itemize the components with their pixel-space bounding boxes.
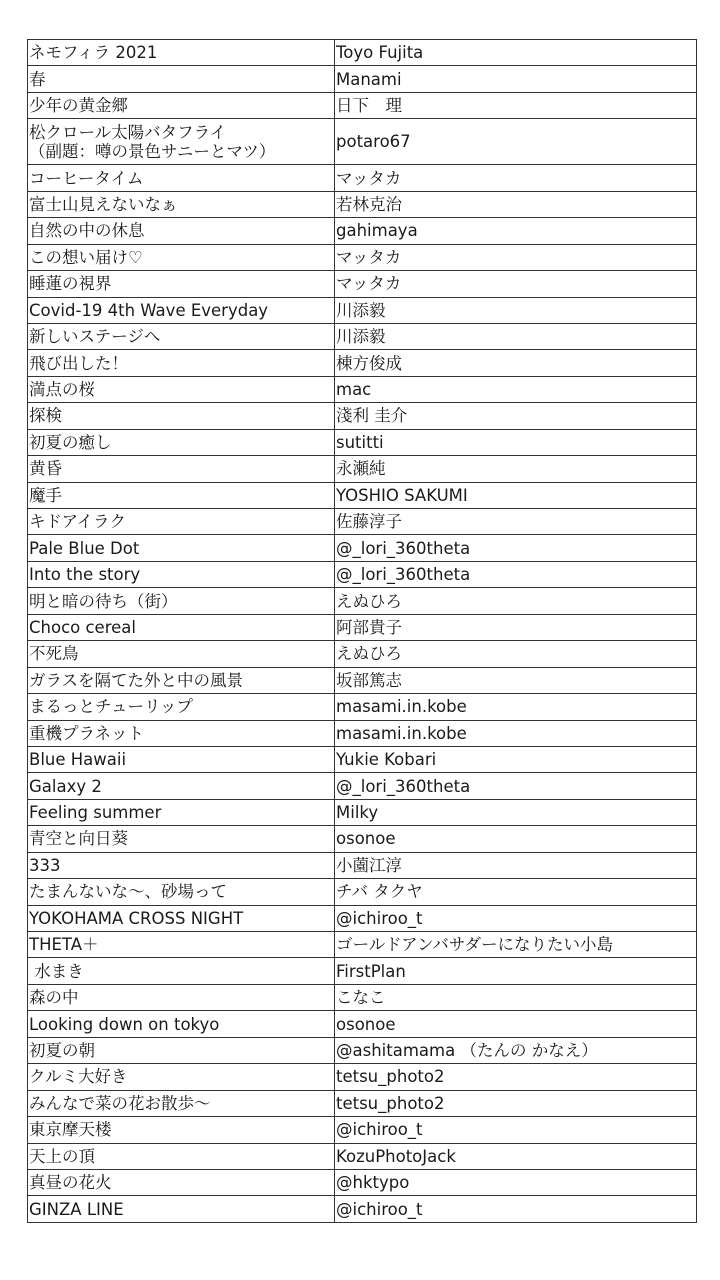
table-row [28, 668, 697, 694]
author-cell: @ichiroo_t [335, 1196, 697, 1221]
work-title-cell: 満点の桜 [28, 377, 335, 402]
work-title-cell: 自然の中の休息 [28, 218, 335, 243]
work-title-cell: THETA＋ [28, 932, 335, 957]
work-title-cell: 重機プラネット [28, 721, 335, 746]
work-title-cell: 青空と向日葵 [28, 826, 335, 851]
work-title-cell: Pale Blue Dot [28, 535, 335, 560]
work-title-cell: クルミ大好き [28, 1064, 335, 1089]
work-title-cell: 新しいステージへ [28, 324, 335, 349]
author-cell: 阿部貴子 [335, 615, 697, 640]
work-title-cell: 真昼の花火 [28, 1170, 335, 1195]
work-title-cell: GINZA LINE [28, 1196, 335, 1221]
table-row [28, 324, 697, 350]
table-row [28, 588, 697, 614]
work-title-cell: 森の中 [28, 985, 335, 1010]
table-row [28, 350, 697, 376]
table-row [28, 119, 697, 165]
table-row [28, 1196, 697, 1222]
table-row [28, 1011, 697, 1037]
author-cell: えぬひろ [335, 588, 697, 613]
table-row [28, 694, 697, 720]
work-title-cell: ガラスを隔てた外と中の風景 [28, 668, 335, 693]
table-row [28, 562, 697, 588]
author-cell: マッタカ [335, 271, 697, 296]
work-title-cell: 富士山見えないなぁ [28, 192, 335, 217]
author-cell: YOSHIO SAKUMI [335, 483, 697, 508]
author-cell: FirstPlan [335, 958, 697, 983]
author-cell: 佐藤淳子 [335, 509, 697, 534]
author-cell: tetsu_photo2 [335, 1091, 697, 1116]
work-title-cell: 333 [28, 853, 335, 878]
author-cell: potaro67 [335, 119, 697, 164]
work-title-cell: この想い届け♡ [28, 245, 335, 270]
work-title-cell: たまんないな～、砂場って [28, 879, 335, 904]
table-row [28, 1170, 697, 1196]
author-cell: こなこ [335, 985, 697, 1010]
author-cell: @ichiroo_t [335, 1117, 697, 1142]
table-row [28, 1144, 697, 1170]
table-row [28, 377, 697, 403]
work-title-cell: まるっとチューリップ [28, 694, 335, 719]
work-title-cell: Feeling summer [28, 800, 335, 825]
work-title-cell: みんなで菜の花お散歩～ [28, 1091, 335, 1116]
work-title-cell: 探検 [28, 403, 335, 428]
author-cell: masami.in.kobe [335, 721, 697, 746]
table-row [28, 535, 697, 561]
table-row [28, 906, 697, 932]
table-row [28, 456, 697, 482]
author-cell: Milky [335, 800, 697, 825]
table-row [28, 641, 697, 667]
table-row [28, 509, 697, 535]
author-cell: @_lori_360theta [335, 773, 697, 798]
table-row [28, 192, 697, 218]
table-row [28, 93, 697, 119]
author-cell: 日下 理 [335, 93, 697, 118]
author-cell: sutitti [335, 430, 697, 455]
table-row [28, 40, 697, 66]
table-row [28, 958, 697, 984]
table-row [28, 245, 697, 271]
work-title-cell: Choco cereal [28, 615, 335, 640]
work-title-cell: キドアイラク [28, 509, 335, 534]
submission-table [27, 39, 697, 1223]
author-cell: tetsu_photo2 [335, 1064, 697, 1089]
work-title-cell: 魔手 [28, 483, 335, 508]
author-cell: 川添毅 [335, 324, 697, 349]
table-row [28, 1091, 697, 1117]
work-title-cell: 東京摩天楼 [28, 1117, 335, 1142]
work-title-cell: ネモフィラ 2021 [28, 40, 335, 65]
table-row [28, 773, 697, 799]
work-title-cell: 不死鳥 [28, 641, 335, 666]
author-cell: Toyo Fujita [335, 40, 697, 65]
work-title-cell: 水まき [28, 958, 335, 983]
table-row [28, 271, 697, 297]
author-cell: 坂部篤志 [335, 668, 697, 693]
author-cell: チバ タクヤ [335, 879, 697, 904]
work-title-cell: 飛び出した！ [28, 350, 335, 375]
table-row [28, 483, 697, 509]
table-row [28, 721, 697, 747]
work-title-cell: 初夏の癒し [28, 430, 335, 455]
work-title-cell: 少年の黄金郷 [28, 93, 335, 118]
work-title-cell: コーヒータイム [28, 165, 335, 190]
table-row [28, 218, 697, 244]
author-cell: 若林克治 [335, 192, 697, 217]
table-row [28, 747, 697, 773]
author-cell: @_lori_360theta [335, 562, 697, 587]
work-title-cell: Covid-19 4th Wave Everyday [28, 298, 335, 323]
work-title-cell: 明と暗の待ち（街） [28, 588, 335, 613]
table-row [28, 430, 697, 456]
author-cell: masami.in.kobe [335, 694, 697, 719]
author-cell: osonoe [335, 826, 697, 851]
author-cell: 小薗江淳 [335, 853, 697, 878]
table-row [28, 165, 697, 191]
work-title-cell: YOKOHAMA CROSS NIGHT [28, 906, 335, 931]
table-row [28, 826, 697, 852]
author-cell: @hktypo [335, 1170, 697, 1195]
table-row [28, 66, 697, 92]
author-cell: Manami [335, 66, 697, 91]
work-title-cell: 黄昏 [28, 456, 335, 481]
author-cell: マッタカ [335, 165, 697, 190]
author-cell: @_lori_360theta [335, 535, 697, 560]
author-cell: ゴールドアンバサダーになりたい小島 [335, 932, 697, 957]
table-row [28, 1064, 697, 1090]
table-row [28, 615, 697, 641]
work-title-cell: 松クロール太陽バタフライ （副題：噂の景色サニーとマツ） [28, 119, 335, 164]
table-row [28, 800, 697, 826]
author-cell: 棟方俊成 [335, 350, 697, 375]
author-cell: 川添毅 [335, 298, 697, 323]
work-title-cell: Into the story [28, 562, 335, 587]
table-row [28, 879, 697, 905]
work-title-cell: 睡蓮の視界 [28, 271, 335, 296]
author-cell: mac [335, 377, 697, 402]
table-row [28, 1038, 697, 1064]
work-title-cell: 天上の頂 [28, 1144, 335, 1169]
author-cell: 永瀬純 [335, 456, 697, 481]
author-cell: osonoe [335, 1011, 697, 1036]
author-cell: @ichiroo_t [335, 906, 697, 931]
author-cell: 淺利 圭介 [335, 403, 697, 428]
author-cell: マッタカ [335, 245, 697, 270]
table-row [28, 1117, 697, 1143]
work-title-cell: Galaxy 2 [28, 773, 335, 798]
table-row [28, 932, 697, 958]
table-row [28, 298, 697, 324]
work-title-cell: 春 [28, 66, 335, 91]
table-row [28, 985, 697, 1011]
work-title-cell: Blue Hawaii [28, 747, 335, 772]
author-cell: gahimaya [335, 218, 697, 243]
author-cell: Yukie Kobari [335, 747, 697, 772]
author-cell: KozuPhotoJack [335, 1144, 697, 1169]
table-row [28, 853, 697, 879]
author-cell: えぬひろ [335, 641, 697, 666]
work-title-cell: Looking down on tokyo [28, 1011, 335, 1036]
table-row [28, 403, 697, 429]
author-cell: @ashitamama （たんの かなえ） [335, 1038, 697, 1063]
work-title-cell: 初夏の朝 [28, 1038, 335, 1063]
